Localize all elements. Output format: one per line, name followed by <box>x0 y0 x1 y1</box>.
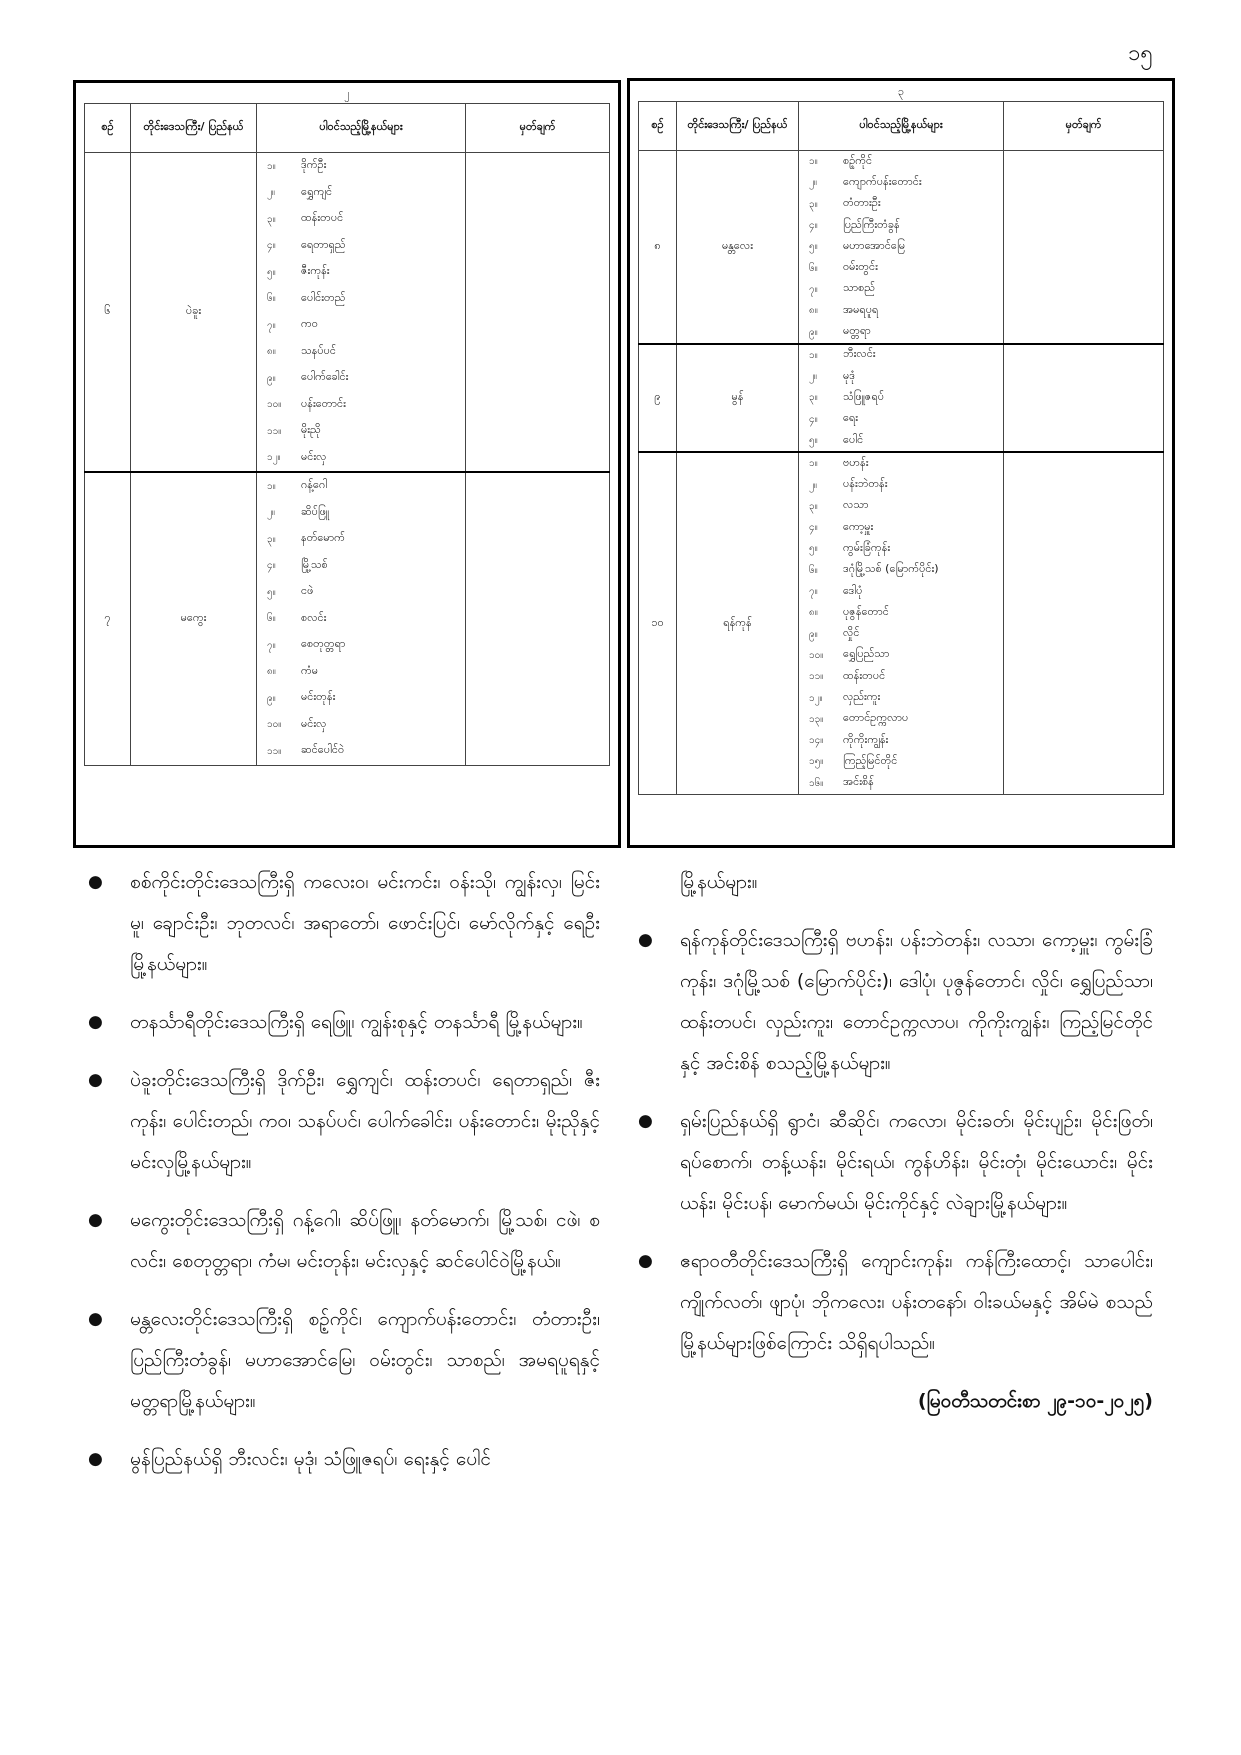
township-index: ၆။ <box>267 293 276 305</box>
row-number: ၇ <box>85 472 131 765</box>
township-name: ပြည်ကြီးတံခွန် <box>843 217 900 231</box>
township-name: ကံမ <box>301 663 319 677</box>
township-index: ၈။ <box>809 305 818 317</box>
list-item <box>809 151 1003 172</box>
bullet-item <box>88 1439 600 1480</box>
list-item <box>809 751 1003 772</box>
bullet-text: မန္တလေးတိုင်းဒေသကြီးရှိ စဉ့်ကိုင်၊ ကျောက်ပန်းတောင်း၊ တံတားဦး၊ ပြည်ကြီးတံခွန်၊ မဟာအောင်မြေ၊ ဝမ်းတွင်း၊ သာစည်၊ အမရပူရနှင့် မတ္တရာမြို့နယ်များ။ <box>130 1308 600 1412</box>
source-citation: (မြဝတီသတင်းစာ ၂၉-၁၀-၂၀၂၅) <box>917 1390 1153 1412</box>
body-column-right <box>638 862 1153 1422</box>
township-list <box>257 153 466 473</box>
region-name: မကွေး <box>131 472 257 765</box>
list-item <box>809 366 1003 387</box>
bullet-item <box>88 1200 600 1282</box>
remarks-cell <box>1004 452 1164 794</box>
township-name: သာစည် <box>843 281 875 295</box>
township-index: ၁၃။ <box>809 713 824 725</box>
township-name: ဇီးကုန်း <box>301 264 330 278</box>
township-name: ဘီးလင်း <box>843 347 876 361</box>
list-item <box>267 286 465 313</box>
list-item <box>267 579 465 606</box>
list-item <box>267 659 465 686</box>
township-name: သနပ်ပင် <box>301 343 336 357</box>
bullet-icon: ● <box>638 930 653 950</box>
list-item <box>809 257 1003 278</box>
township-index: ၁။ <box>267 480 276 492</box>
township-name: ရွှေကျင် <box>301 184 333 198</box>
township-index: ၇။ <box>267 639 276 651</box>
township-name: ပေါက်ခေါင်း <box>301 370 349 384</box>
list-item <box>267 526 465 553</box>
header-remarks: မှတ်ချက် <box>1004 102 1164 151</box>
table-row <box>85 472 610 765</box>
list-item <box>809 345 1003 366</box>
bullet-text: စစ်ကိုင်းတိုင်းဒေသကြီးရှိ ကလေးဝ၊ မင်းကင်း၊ ဝန်းသို၊ ကျွန်းလှ၊ မြင်းမူ၊ ချောင်းဦး၊ ဘုတလင်၊ အရာတော်၊ ဖောင်းပြင်၊ မော်လိုက်နှင့် ရေဦးမြို့နယ်များ။ <box>130 871 600 975</box>
list-item <box>809 773 1003 794</box>
bullet-icon: ● <box>88 1309 103 1329</box>
township-name: ပုဇွန်တောင် <box>843 604 889 618</box>
township-index: ၆။ <box>267 613 276 625</box>
list-item <box>267 500 465 527</box>
list-item <box>267 445 465 472</box>
township-index: ၇။ <box>267 319 276 331</box>
list-item <box>267 685 465 712</box>
list-item <box>809 321 1003 342</box>
township-name: ထန်းတပင် <box>301 211 344 225</box>
township-index: ၄။ <box>267 560 276 572</box>
township-name: မုဒုံ <box>843 368 856 382</box>
township-name: လသာ <box>843 498 869 512</box>
township-table-3 <box>627 78 1175 848</box>
township-name: ငဖဲ <box>301 584 314 598</box>
township-index: ၁၅။ <box>809 756 824 768</box>
township-index: ၁၂။ <box>267 452 281 464</box>
list-item <box>267 712 465 739</box>
township-index: ၅။ <box>809 435 818 446</box>
bullet-icon: ● <box>88 872 103 892</box>
header-towns: ပါဝင်သည့်မြို့နယ်များ <box>799 102 1004 151</box>
bullet-item <box>638 1241 1153 1364</box>
list-item <box>809 687 1003 708</box>
township-name: ပန်းတောင်း <box>301 396 346 410</box>
list-item <box>809 709 1003 730</box>
township-index: ၅။ <box>809 543 818 555</box>
region-name: မန္တလေး <box>677 151 799 344</box>
remarks-cell <box>1004 151 1164 344</box>
list-item <box>267 418 465 445</box>
bullet-icon: ● <box>88 1449 103 1469</box>
township-name: ရေး <box>843 411 859 425</box>
list-item <box>267 259 465 286</box>
bullet-text: ဧရာဝတီတိုင်းဒေသကြီးရှိ ကျောင်းကုန်း၊ ကန်ကြီးထောင့်၊ သာပေါင်း၊ ကျိုက်လတ်၊ ဖျာပုံ၊ ဘိုကလေး၊ ပန်းတနော်၊ ဝါးခယ်မနှင့် အိမ်မဲ စသည် မြို့နယ်များဖြစ်ကြောင်း သိရှိရပါသည်။ <box>680 1250 1153 1354</box>
bullet-item <box>88 1299 600 1422</box>
township-index: ၆။ <box>809 262 818 274</box>
township-name: မဟာအောင်မြေ <box>843 238 906 252</box>
township-table-2 <box>73 80 621 848</box>
township-name: ဒဂုံမြို့သစ် (မြောက်ပိုင်း) <box>843 562 939 576</box>
header-no: စဉ် <box>639 102 677 151</box>
list-item <box>809 172 1003 193</box>
list-item <box>809 300 1003 321</box>
township-name: အင်းစိန် <box>843 775 874 789</box>
list-item <box>809 387 1003 408</box>
township-name: ဒေါပုံ <box>843 583 863 597</box>
township-index: ၉။ <box>809 628 818 640</box>
bullet-text: မကွေးတိုင်းဒေသကြီးရှိ ဂန့်ဂေါ၊ ဆိပ်ဖြူ၊ နတ်မောက်၊ မြို့သစ်၊ ငဖဲ၊ စလင်း၊ စေတုတ္တရာ၊ ကံမ၊ မင်းတုန်း၊ မင်းလှနှင့် ဆင်ပေါင်ဝဲမြို့နယ်။ <box>130 1209 600 1272</box>
bullet-icon: ● <box>88 1012 103 1032</box>
township-name: မင်းလှ <box>301 716 327 730</box>
list-item <box>267 473 465 500</box>
region-name: မွန် <box>677 344 799 452</box>
region-name: ပဲခူး <box>131 153 257 473</box>
bullet-text: ရန်ကုန်တိုင်းဒေသကြီးရှိ ဗဟန်း၊ ပန်းဘဲတန်း၊ လသာ၊ ကော့မှူး၊ ကွမ်းခြံကုန်း၊ ဒဂုံမြို့သစ် (မြောက်ပိုင်း)၊ ဒေါပုံ၊ ပုဇွန်တောင်၊ လှိုင်၊ ရွှေပြည်သာ၊ ထန်းတပင်၊ လှည်းကူး၊ တောင်ဥက္ကလာပ၊ ကိုကိုးကျွန်း၊ ကြည့်မြင်တိုင်နှင့် အင်းစိန် စသည့်မြို့နယ်များ။ <box>680 929 1153 1074</box>
table-caption: ၂ <box>344 87 350 100</box>
bullet-icon: ● <box>638 1111 653 1131</box>
township-name: အမရပူရ <box>843 302 879 316</box>
list-item <box>267 153 465 180</box>
list-item <box>267 339 465 366</box>
township-index: ၉။ <box>267 692 276 704</box>
township-index: ၂။ <box>267 507 275 519</box>
bullet-icon: ● <box>88 1070 103 1090</box>
region-name: ရန်ကုန် <box>677 452 799 794</box>
table-row <box>639 452 1164 794</box>
remarks-cell <box>466 472 610 765</box>
township-index: ၃။ <box>809 198 818 210</box>
bullet-text: မွန်ပြည်နယ်ရှိ ဘီးလင်း၊ မုဒုံ၊ သံဖြူဇရပ်၊ ရေးနှင့် ပေါင် <box>130 1448 491 1470</box>
body-column-left <box>88 862 600 1497</box>
township-index: ၃။ <box>809 392 818 404</box>
bullet-item <box>88 862 600 985</box>
list-item <box>267 738 465 765</box>
list-item <box>809 279 1003 300</box>
list-item <box>809 194 1003 215</box>
township-index: ၈။ <box>267 666 276 678</box>
row-number: ၉ <box>639 344 677 452</box>
township-index: ၁၁။ <box>267 745 282 757</box>
township-name: ကော့မှူး <box>843 519 874 533</box>
township-index: ၂။ <box>809 371 817 383</box>
township-name: ကဝ <box>301 317 318 331</box>
township-name: ကွမ်းခြံကုန်း <box>843 540 891 554</box>
header-remarks: မှတ်ချက် <box>466 104 610 153</box>
township-index: ၁၄။ <box>809 735 824 747</box>
township-index: ၁၂။ <box>809 692 823 704</box>
township-list <box>257 472 466 765</box>
list-item <box>267 392 465 419</box>
township-index: ၁။ <box>267 160 276 172</box>
township-name: မင်းတုန်း <box>301 690 336 704</box>
township-list <box>799 151 1004 344</box>
township-index: ၇။ <box>809 283 818 295</box>
bullet-item <box>88 1002 600 1043</box>
bullet-item <box>638 920 1153 1084</box>
township-list <box>799 344 1004 452</box>
township-name: ဆိပ်ဖြူ <box>301 504 330 518</box>
township-name: ပေါင် <box>843 432 864 446</box>
remarks-cell <box>1004 344 1164 452</box>
list-item <box>267 206 465 233</box>
township-name: ရွှေပြည်သာ <box>843 647 890 661</box>
township-list <box>799 452 1004 794</box>
township-name: ဆင်ပေါင်ဝဲ <box>301 743 345 757</box>
table-row <box>639 344 1164 452</box>
township-index: ၇။ <box>809 586 818 598</box>
header-no: စဉ် <box>85 104 131 153</box>
header-region: တိုင်းဒေသကြီး/ ပြည်နယ် <box>677 102 799 151</box>
township-table <box>638 101 1164 795</box>
township-name: ပေါင်းတည် <box>301 290 346 304</box>
table-row <box>639 151 1164 344</box>
township-index: ၆။ <box>809 564 818 576</box>
bullet-continuation: မြို့နယ်များ။ <box>680 871 758 893</box>
bullet-text: ရှမ်းပြည်နယ်ရှိ ရွာငံ၊ ဆီဆိုင်၊ ကလော၊ မိုင်းခတ်၊ မိုင်းပျဉ်း၊ မိုင်းဖြတ်၊ ရပ်စောက်၊ တန့်ယန်း၊ မိုင်းရယ်၊ ကွန်ဟိန်း၊ မိုင်းတုံ၊ မိုင်းယောင်း၊ မိုင်းယန်း၊ မိုင်းပန်၊ မောက်မယ်၊ မိုင်းကိုင်နှင့် လဲချားမြို့နယ်များ။ <box>680 1110 1153 1214</box>
row-number: ၆ <box>85 153 131 473</box>
township-name: ဒိုက်ဦး <box>301 158 327 172</box>
township-name: ဗဟန်း <box>843 455 869 469</box>
township-index: ၂။ <box>809 479 817 491</box>
table-header-row <box>639 102 1164 151</box>
bullet-item <box>638 1101 1153 1224</box>
township-name: နတ်မောက် <box>301 531 345 545</box>
list-item <box>809 645 1003 666</box>
list-item <box>267 233 465 260</box>
township-index: ၃။ <box>267 533 276 545</box>
bullet-text: တနင်္သာရီတိုင်းဒေသကြီးရှိ ရေဖြူ၊ ကျွန်းစုနှင့် တနင်္သာရီ မြို့နယ်များ။ <box>130 1011 583 1033</box>
list-item <box>809 496 1003 517</box>
township-name: မြို့သစ် <box>301 557 328 571</box>
township-index: ၁၀။ <box>267 399 282 411</box>
township-index: ၁၆။ <box>809 777 824 789</box>
list-item <box>809 430 1003 451</box>
township-name: သံဖြူဇရပ် <box>843 389 885 403</box>
list-item <box>809 453 1003 474</box>
list-item <box>267 553 465 580</box>
township-index: ၅။ <box>267 266 276 278</box>
list-item <box>809 538 1003 559</box>
list-item <box>809 624 1003 645</box>
township-index: ၁။ <box>809 156 818 168</box>
township-name: စေတုတ္တရာ <box>301 637 346 651</box>
township-name: ဝမ်းတွင်း <box>843 260 878 274</box>
township-name: ကျောက်ပန်းတောင်း <box>843 174 922 188</box>
page-number: ၁၅ <box>1128 41 1153 66</box>
township-name: လှိုင် <box>843 626 860 640</box>
bullet-icon: ● <box>88 1210 103 1230</box>
township-index: ၅။ <box>809 241 818 253</box>
township-index: ၁၁။ <box>809 671 824 683</box>
township-index: ၄။ <box>809 522 818 534</box>
township-index: ၁။ <box>809 349 818 361</box>
township-name: လှည်းကူး <box>843 690 881 704</box>
table-row <box>85 153 610 473</box>
header-region: တိုင်းဒေသကြီး/ ပြည်နယ် <box>131 104 257 153</box>
bullet-text: ပဲခူးတိုင်းဒေသကြီးရှိ ဒိုက်ဦး၊ ရွှေကျင်၊ ထန်းတပင်၊ ရေတာရှည်၊ ဇီးကုန်း၊ ပေါင်းတည်၊ ကဝ၊ သနပ်ပင်၊ ပေါက်ခေါင်း၊ ပန်းတောင်း၊ မိုးညိုနှင့် မင်းလှမြို့နယ်များ။ <box>130 1069 600 1173</box>
list-item <box>809 666 1003 687</box>
township-table <box>84 103 610 766</box>
township-name: ဂန့်ဂေါ <box>301 478 328 492</box>
list-item <box>809 474 1003 495</box>
list-item <box>809 517 1003 538</box>
list-item <box>267 632 465 659</box>
township-name: ထန်းတပင် <box>843 668 886 682</box>
list-item <box>809 409 1003 430</box>
township-name: မိုးညို <box>301 423 321 437</box>
township-name: စလင်း <box>301 610 327 624</box>
township-name: စဉ့်ကိုင် <box>843 153 873 167</box>
township-name: ကြည့်မြင်တိုင် <box>843 753 898 767</box>
list-item <box>267 180 465 207</box>
list-item <box>267 312 465 339</box>
township-index: ၅။ <box>267 586 276 598</box>
township-index: ၂။ <box>809 177 817 189</box>
township-index: ၃။ <box>267 213 276 225</box>
list-item <box>809 602 1003 623</box>
bullet-item <box>88 1060 600 1183</box>
township-name: ပန်းဘဲတန်း <box>843 477 888 491</box>
township-index: ၁။ <box>809 458 818 470</box>
row-number: ၈ <box>639 151 677 344</box>
remarks-cell <box>466 153 610 473</box>
township-index: ၂။ <box>267 187 275 199</box>
list-item <box>809 581 1003 602</box>
township-index: ၄။ <box>809 413 818 425</box>
township-name: တောင်ဥက္ကလာပ <box>843 711 909 725</box>
township-index: ၄။ <box>809 220 818 232</box>
township-index: ၁၁။ <box>267 425 282 437</box>
township-name: မင်းလှ <box>301 449 327 463</box>
township-index: ၈။ <box>267 346 276 358</box>
list-item <box>809 560 1003 581</box>
township-name: တံတားဦး <box>843 196 881 210</box>
township-name: မတ္တရာ <box>843 324 871 338</box>
township-index: ၁၀။ <box>267 719 282 731</box>
township-index: ၃။ <box>809 500 818 512</box>
list-item <box>809 730 1003 751</box>
table-caption: ၃ <box>897 85 905 98</box>
row-number: ၁၀ <box>639 452 677 794</box>
township-index: ၉။ <box>267 372 276 384</box>
township-index: ၄။ <box>267 240 276 252</box>
township-name: ရေတာရှည် <box>301 237 346 251</box>
township-index: ၉။ <box>809 326 818 338</box>
township-index: ၁၀။ <box>809 649 824 661</box>
list-item <box>809 236 1003 257</box>
bullet-icon: ● <box>638 1251 653 1271</box>
list-item <box>267 606 465 633</box>
township-name: ကိုကိုးကျွန်း <box>843 732 889 746</box>
list-item <box>809 215 1003 236</box>
header-towns: ပါဝင်သည့်မြို့နယ်များ <box>257 104 466 153</box>
township-index: ၈။ <box>809 607 818 619</box>
list-item <box>267 365 465 392</box>
table-header-row <box>85 104 610 153</box>
